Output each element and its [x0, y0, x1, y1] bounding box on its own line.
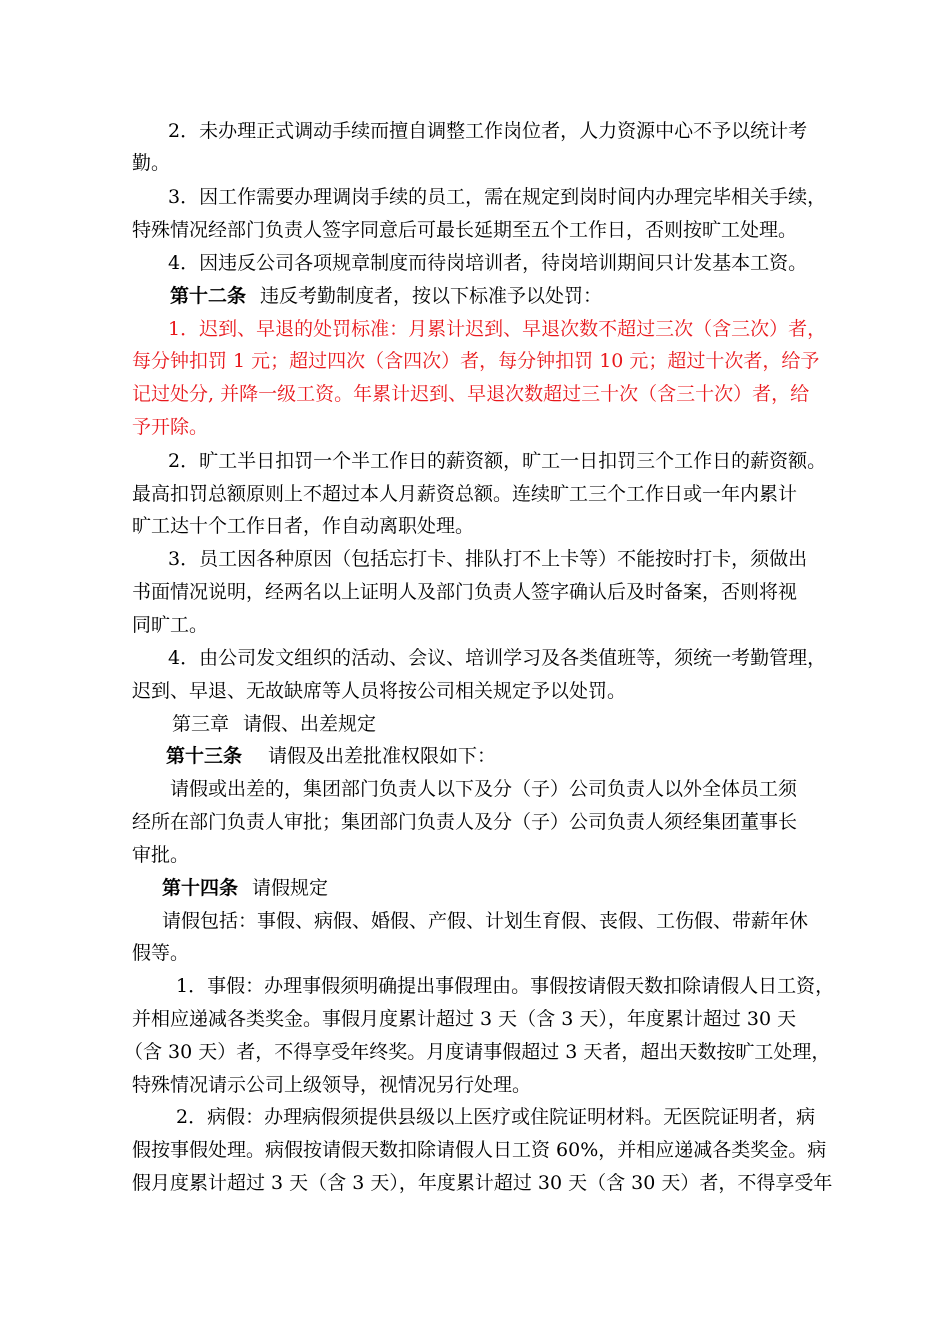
article-12-line	[170, 283, 602, 309]
paragraph-line: 4．因违反公司各项规章制度而待岗培训者，待岗培训期间只计发基本工资。	[168, 252, 808, 274]
paragraph-line: 1．事假：办理事假须明确提出事假理由。事假按请假天数扣除请假人日工资，	[176, 975, 835, 997]
paragraph-line: 迟到、早退、无故缺席等人员将按公司相关规定予以处罚。	[132, 680, 627, 702]
article-heading: 第十四条	[162, 877, 239, 899]
paragraph-line: 并相应递减各类奖金。事假月度累计超过 3 天（含 3 天），年度累计超过 30 天	[132, 1008, 797, 1030]
article-13-line	[166, 743, 496, 769]
paragraph-line: 特殊情况请示公司上级领导，视情况另行处理。	[132, 1074, 532, 1096]
paragraph-line: 最高扣罚总额原则上不超过本人月薪资总额。连续旷工三个工作日或一年内累计	[132, 483, 798, 505]
paragraph-line: 3．因工作需要办理调岗手续的员工，需在规定到岗时间内办理完毕相关手续，	[168, 186, 827, 208]
article-text: 请假及出差批准权限如下：	[268, 745, 497, 767]
chapter-number: 第三章	[172, 713, 230, 735]
paragraph-line: 4．由公司发文组织的活动、会议、培训学习及各类值班等，须统一考勤管理，	[168, 647, 827, 669]
article-heading: 第十三条	[166, 745, 243, 767]
paragraph-line: 假按事假处理。病假按请假天数扣除请假人日工资 60%，并相应递减各类奖金。病	[132, 1139, 827, 1161]
paragraph-line: 特殊情况经部门负责人签字同意后可最长延期至五个工作日，否则按旷工处理。	[132, 219, 798, 241]
highlighted-line: 1．迟到、早退的处罚标准：月累计迟到、早退次数不超过三次（含三次）者，	[168, 318, 827, 340]
paragraph-line: 假月度累计超过 3 天（含 3 天），年度累计超过 30 天（含 30 天）者，不得享受年	[132, 1172, 833, 1194]
paragraph-line: 同旷工。	[132, 614, 209, 636]
paragraph-line: 勤。	[132, 152, 171, 174]
paragraph-line: （含 30 天）者，不得享受年终奖。月度请事假超过 3 天者，超出天数按旷工处理，	[124, 1041, 831, 1063]
article-heading: 第十二条	[170, 285, 247, 307]
chapter-name: 请假、出差规定	[243, 713, 377, 735]
paragraph-line: 2．未办理正式调动手续而擅自调整工作岗位者，人力资源中心不予以统计考	[168, 120, 808, 142]
paragraph-line: 经所在部门负责人审批；集团部门负责人及分（子）公司负责人须经集团董事长	[132, 811, 798, 833]
paragraph-line: 3．员工因各种原因（包括忘打卡、排队打不上卡等）不能按时打卡，须做出	[168, 548, 808, 570]
highlighted-line: 予开除。	[132, 416, 209, 438]
paragraph-line: 审批。	[132, 844, 190, 866]
chapter-title	[172, 711, 376, 737]
article-text: 违反考勤制度者，按以下标准予以处罚：	[260, 285, 603, 307]
article-text: 请假规定	[252, 877, 329, 899]
paragraph-line: 请假或出差的，集团部门负责人以下及分（子）公司负责人以外全体员工须	[170, 778, 798, 800]
paragraph-line: 假等。	[132, 942, 190, 964]
paragraph-line: 2．旷工半日扣罚一个半工作日的薪资额，旷工一日扣罚三个工作日的薪资额。	[168, 450, 827, 472]
paragraph-line: 2．病假：办理病假须提供县级以上医疗或住院证明材料。无医院证明者，病	[176, 1106, 816, 1128]
paragraph-line: 请假包括：事假、病假、婚假、产假、计划生育假、丧假、工伤假、带薪年休	[162, 910, 809, 932]
paragraph-line: 书面情况说明，经两名以上证明人及部门负责人签字确认后及时备案，否则将视	[132, 581, 798, 603]
paragraph-line: 旷工达十个工作日者，作自动离职处理。	[132, 515, 475, 537]
highlighted-line: 记过处分, 并降一级工资。年累计迟到、早退次数超过三十次（含三十次）者，给	[132, 383, 810, 405]
article-14-line	[162, 875, 328, 901]
highlighted-line: 每分钟扣罚 1 元；超过四次（含四次）者，每分钟扣罚 10 元；超过十次者，给予	[132, 350, 820, 372]
